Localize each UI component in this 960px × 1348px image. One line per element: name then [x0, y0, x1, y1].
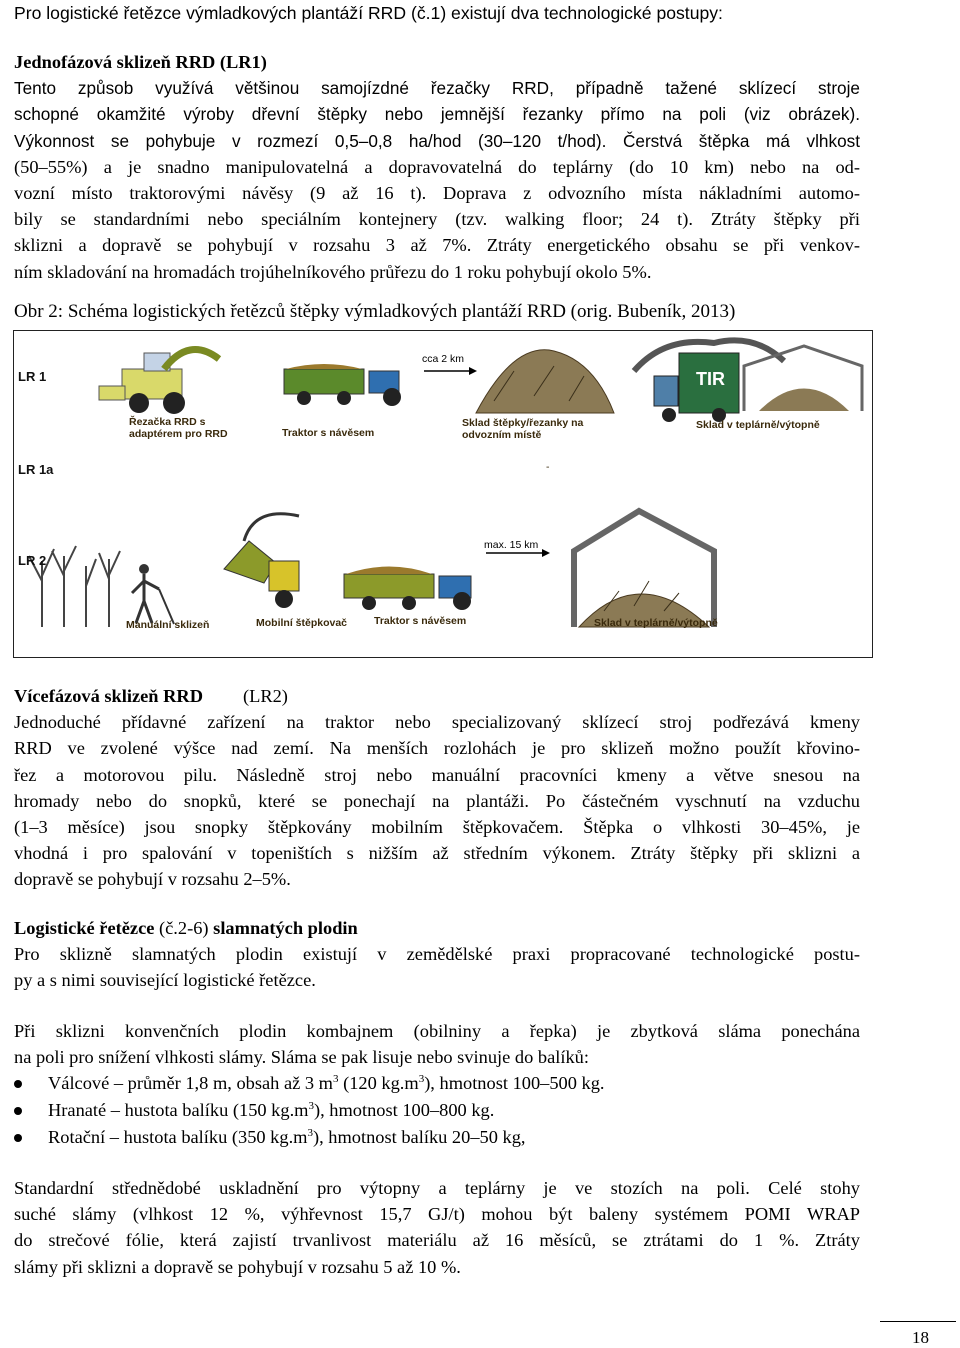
- straw-line-0: Pro sklizně slamnatých plodin existují v zemědělské praxi propracované technologické postu-: [14, 944, 860, 965]
- list-item: Válcové – průměr 1,8 m, obsah až 3 $m^3$ (120 $kg.m^3$), hmotnost 100–500 kg.: [14, 1070, 860, 1097]
- combine-paragraph: [14, 1018, 860, 1070]
- lr2-line-5: vhodná i pro spalování v topeništích s nižším až středním výkonem. Ztráty štěpky při sklizni a: [14, 843, 860, 864]
- row-label-lr1: LR 1: [18, 369, 47, 384]
- straw-line-1: py a s nimi související logistické řetězce.: [14, 970, 316, 991]
- chip-pile-icon: [476, 350, 614, 413]
- lr2-line-3: hromady nebo do snopků, které se ponechají na plantáži. Po částečném vyschnutí na vzduchu: [14, 790, 860, 811]
- lr1-line-4: vozní místo traktorovými návěsy (9 až 16 t). Doprava z odvozního místa nákladními automo-: [14, 183, 860, 204]
- forage-harvester-icon: [99, 350, 219, 414]
- intro-paragraph: [14, 0, 860, 26]
- label-harvester: Řezačka RRD s adaptérem pro RRD: [129, 416, 228, 440]
- storage-paragraph: [14, 1175, 860, 1280]
- storage-line-1: suché slámy (vlhkost 12 %, výhřevnost 15,7 GJ/t) mohou být baleny systémem POMI WRAP: [14, 1204, 860, 1225]
- plant-storage-1-icon: [744, 346, 862, 411]
- label-manual: Manuální sklizeň: [126, 619, 210, 631]
- lr1-line-3: (50–55%) a je snadno manipulovatelná a dopravovatelná do teplárny (do 10 km) nebo na od-: [14, 156, 860, 177]
- label-storage-plant-2: Sklad v teplárně/výtopně: [594, 617, 718, 629]
- bullet-icon: [14, 1134, 22, 1142]
- worker-icon: [132, 564, 174, 624]
- straw-heading-bold-1: Logistické řetězce: [14, 918, 155, 938]
- logistics-figure: [13, 330, 873, 658]
- list-item: Rotační – hustota balíku (350 $kg.m^3$), hmotnost balíku 20–50 kg,: [14, 1124, 860, 1151]
- figure-illustration: [14, 331, 872, 657]
- plant-storage-2-icon: [574, 511, 714, 627]
- bullet-icon: [14, 1107, 22, 1115]
- lr2-line-1: RRD ve zvolené výšce nad zemí. Na menších rozlohách je pro sklizeň možno použít křovino-: [14, 738, 860, 759]
- lr2-heading: [14, 683, 860, 709]
- page-number: 18: [912, 1328, 929, 1347]
- lr2-line-4: (1–3 měsíce) jsou snopky štěpkovány mobilním štěpkovačem. Štěpka o vlhkosti 30–45%, je: [14, 817, 860, 838]
- label-distance-1: cca 2 km: [422, 353, 465, 365]
- label-tractor-1: Traktor s návěsem: [282, 427, 375, 439]
- lr2-line-0: Jednoduché přídavné zařízení na traktor nebo specializovaný sklízecí stroj podřezává kmeny: [14, 712, 860, 733]
- lr2-line-6: dopravě se pohybují v rozsahu 2–5%.: [14, 869, 291, 890]
- figure-caption: Obr 2: Schéma logistických řetězců štěpky výmladkových plantáží RRD (orig. Bubeník, 2013): [14, 301, 736, 322]
- row-label-lr2: LR 2: [18, 553, 47, 568]
- label-dash: -: [546, 461, 550, 473]
- row-label-lr1a: LR 1a: [18, 462, 54, 477]
- straw-heading-normal: (č.2-6): [154, 918, 214, 938]
- lr2-heading-code: (LR2): [242, 686, 288, 706]
- bale-types-list: [14, 1070, 860, 1151]
- label-tir: TIR: [696, 369, 725, 389]
- lr2-heading-text: Vícefázová sklizeň RRD: [14, 686, 203, 706]
- tractor-trailer-2-icon: [344, 567, 471, 611]
- lr2-section: [14, 683, 860, 893]
- mobile-chipper-icon: [224, 514, 299, 608]
- combine-line-1: na poli pro snížení vlhkosti slámy. Sláma se pak lisuje nebo svinuje do balíků:: [14, 1047, 589, 1068]
- lr1-line-2: Výkonnost se pohybuje v rozmezí 0,5–0,8 ha/hod (30–120 t/hod). Čerstvá štěpka má vlhkost: [14, 130, 860, 151]
- bullet-icon: [14, 1080, 22, 1088]
- footer-rule: [880, 1321, 956, 1322]
- lr1-line-6: sklizni a dopravě se pohybují v rozsahu 3 až 7%. Ztráty energetického obsahu se při venkov-: [14, 235, 860, 256]
- label-chipper: Mobilní štěpkovač: [256, 617, 348, 629]
- label-storage-plant-1: Sklad v teplárně/výtopně: [696, 419, 820, 431]
- combine-line-0: Při sklizni konvenčních plodin kombajnem (obilniny a řepka) je zbytková sláma ponechána: [14, 1021, 860, 1041]
- lr1-heading: Jednofázová sklizeň RRD (LR1): [14, 52, 267, 72]
- straw-heading: [14, 915, 860, 941]
- storage-line-3: slámy při sklizni a dopravě se pohybují v rozsahu 5 až 10 %.: [14, 1256, 461, 1277]
- lr1-section: [14, 49, 860, 285]
- label-storage-field: Sklad štěpky/řezanky na odvozním místě: [462, 417, 584, 441]
- list-item: Hranaté – hustota balíku (150 $kg.m^3$), hmotnost 100–800 kg.: [14, 1097, 860, 1124]
- lr1-line-0: Tento způsob využívá většinou samojízdné řezačky RRD, případně tažené sklízecí stroje: [14, 78, 860, 99]
- storage-line-2: do strečové fólie, která zajistí trvanlivost materiálu až 16 měsíců, se ztrátami do 1 %. Ztráty: [14, 1230, 860, 1251]
- storage-line-0: Standardní střednědobé uskladnění pro výtopny a teplárny je ve stozích na poli. Celé stohy: [14, 1178, 860, 1198]
- distance-arrow-1-icon: [424, 367, 477, 375]
- label-distance-2: max. 15 km: [484, 539, 539, 551]
- lr1-line-7: ním skladování na hromadách trojúhelníkového průřezu do 1 roku pohybují okolo 5%.: [14, 261, 652, 282]
- intro-text: Pro logistické řetězce výmladkových plantáží RRD (č.1) existují dva technologické postupy:: [14, 3, 723, 23]
- label-tractor-2: Traktor s návěsem: [374, 615, 467, 627]
- lr1-line-5: bily se standardními nebo speciálním kontejnery (tzv. walking floor; 24 t). Ztráty štěpky při: [14, 209, 860, 230]
- lr1-line-1: schopné okamžité výroby dřevní štěpky nebo jemnější řezanky přímo na poli (viz obrázek).: [14, 104, 860, 125]
- lr2-line-2: řez a motorovou pilu. Následně stroj nebo manuální pracovníci kmeny a větve snesou na: [14, 764, 860, 785]
- straw-heading-bold-2: slamnatých plodin: [213, 918, 358, 938]
- straw-section: [14, 915, 860, 994]
- tractor-trailer-icon: [284, 364, 401, 406]
